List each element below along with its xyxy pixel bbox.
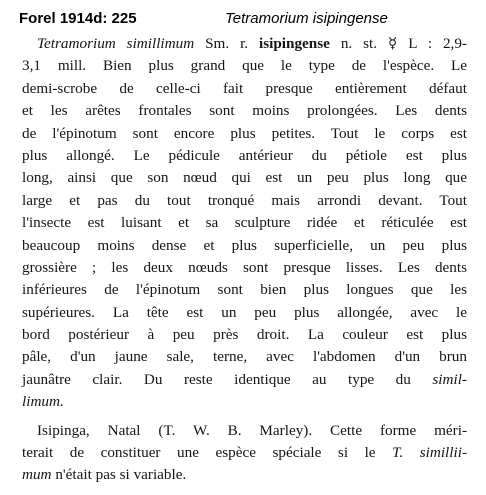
- description-line: grossière ; les deux nœuds sont presque lisses. Les dents: [22, 258, 467, 276]
- description-text: jaunâtre clair. Du reste identique au type du: [22, 370, 433, 388]
- locality-line: [22, 442, 467, 464]
- description-line: [22, 369, 467, 391]
- species-description: [22, 33, 467, 487]
- status-length: n. st. ☿ L : 2,9-: [329, 35, 467, 52]
- locality-text: n'était pas si variable.: [51, 466, 187, 484]
- description-line: l'insecte est luisant et sa sculpture ridée et réticulée est: [22, 214, 467, 232]
- description-line: bord postérieur à peu près droit. La couleur est plus: [22, 326, 467, 344]
- description-line: de l'épinotum sont encore plus petites. Tout le corps est: [22, 124, 467, 142]
- description-line: [37, 33, 467, 55]
- description-line: long, ainsi que son nœud qui est un peu plus long que: [22, 169, 467, 187]
- locality-line: Isipinga, Natal (T. W. B. Marley). Cette forme méri-: [37, 421, 467, 439]
- header-taxon: Tetramorium isipingense: [225, 10, 388, 27]
- description-line: 3,1 mill. Bien plus grand que le type de l'espèce. Le: [22, 57, 467, 75]
- species-name: T. simillii-: [392, 444, 467, 462]
- author-rank: Sm. r.: [194, 35, 259, 52]
- page-header: [19, 10, 388, 27]
- description-line: plus allongé. Le pédicule antérieur du pétiole est plus: [22, 146, 467, 164]
- description-line: beaucoup moins dense et plus superficielle, un peu plus: [22, 236, 467, 254]
- species-epithet: simil-: [432, 370, 467, 388]
- description-line: et les arêtes frontales sont moins prolongées. Les dents: [22, 102, 467, 120]
- locality-text: terait de constituer une espèce spéciale si le: [22, 444, 393, 462]
- species-name-end: mum: [22, 466, 52, 484]
- description-line: limum.: [22, 393, 64, 411]
- description-line: large et pas du tout tronqué mais arrondi devant. Tout: [22, 191, 467, 209]
- description-line: demi-scrobe de celle-ci fait presque entièrement défaut: [22, 79, 467, 97]
- description-line: supérieures. La tête est un peu plus allongée, avec le: [22, 303, 467, 321]
- genus-species-name: Tetramorium simillimum: [37, 35, 195, 52]
- description-line: pâle, d'un jaune sale, terne, avec l'abdomen d'un brun: [22, 348, 467, 366]
- description-line: inférieures de l'épinotum sont bien plus longues que les: [22, 281, 467, 299]
- subspecies-name: isipingense: [259, 35, 330, 52]
- header-citation: Forel 1914d: 225: [19, 10, 137, 27]
- locality-line: [22, 464, 467, 486]
